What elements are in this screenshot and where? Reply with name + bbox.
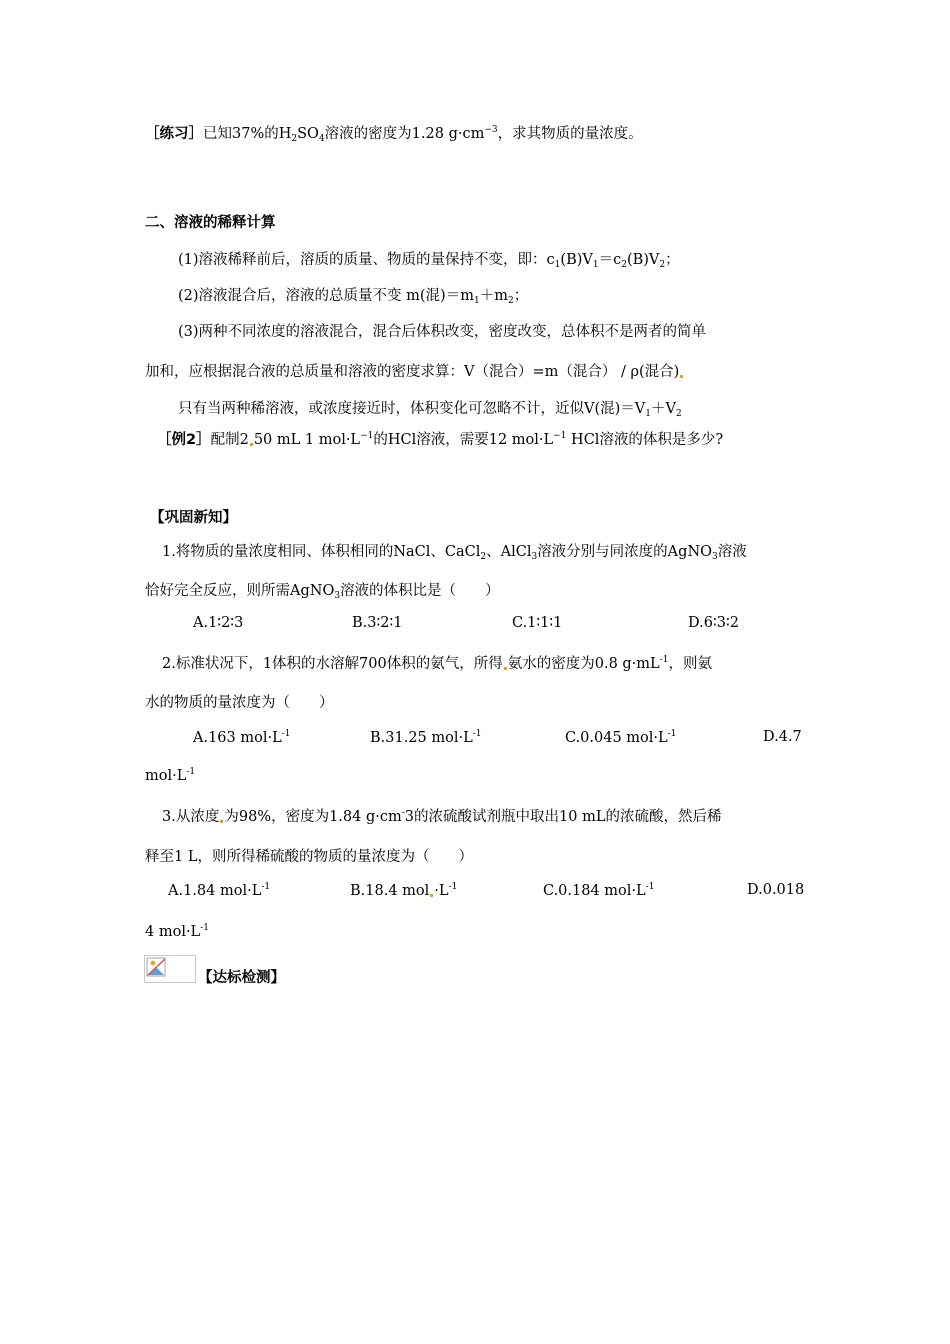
marker-dot [250, 443, 253, 446]
q3-option-b: B.18.4 mol $\cdot L^{-1}$ [350, 882, 458, 899]
q2-option-d: D.4.7 [763, 729, 802, 745]
q1-line-2: 恰好完全反应，则所需AgNO$_3$溶液的体积比是（ ） [145, 583, 500, 601]
marker-dot [680, 375, 683, 378]
example-2: ［例2］配制2 50 mL 1 $mol\cdot L^{-1}$的HCl溶液，需要12 $mol\cdot L^{-1}$ HCl溶液的体积是多少? [157, 431, 724, 448]
section2-point-3a: (3)两种不同浓度的溶液混合，混合后体积改变，密度改变，总体积不是两者的简单 [178, 324, 707, 340]
q3-line-1: 3.从浓度 为98%，密度为1.84 g·cm-3的浓硫酸试剂瓶中取出10 mL的浓硫酸，然后稀 [162, 808, 722, 825]
q1-option-b: B.3∶2∶1 [352, 615, 403, 631]
q3-option-a: A.1.84 $mol\cdot L^{-1}$ [168, 882, 271, 899]
q1-option-a: A.1∶2∶3 [193, 615, 244, 631]
marker-dot [504, 667, 507, 670]
q3-option-c: C.0.184 $mol\cdot L^{-1}$ [543, 882, 655, 899]
q1-line-1: 1.将物质的量浓度相同、体积相同的NaCl、CaCl$_2$、AlCl$_3$溶液分别与同浓度的AgNO$_3$溶液 [162, 544, 747, 562]
q2-line-2: 水的物质的量浓度为（ ） [145, 695, 334, 711]
q2-option-a: A.163 $mol\cdot L^{-1}$ [193, 729, 291, 746]
section2-point-4: 只有当两种稀溶液，或浓度接近时，体积变化可忽略不计，近似V(混)$=V_1+V_2$ [178, 401, 682, 419]
section2-point-1: (1)溶液稀释前后，溶质的质量、物质的量保持不变，即：$c_1(B)V_1=c_2(B)V_2$； [178, 252, 680, 270]
practice-tag: ［练习］ [145, 126, 203, 142]
example-tag: ［例2］ [157, 432, 211, 448]
q1-option-c: C.1∶1∶1 [512, 615, 563, 631]
q3-line-2: 释至1 L，则所得稀硫酸的物质的量浓度为（ ） [145, 849, 473, 865]
q1-option-d: D.6∶3∶2 [688, 615, 739, 631]
section2-point-2: (2)溶液混合后，溶液的总质量不变 m(混)$=m_1+m_2$； [178, 288, 529, 306]
section-heading-consolidate: 【巩固新知】 [150, 510, 237, 526]
q2-line-1: 2.标准状况下，1体积的水溶解700体积的氨气，所得 氨水的密度为0.8 $g\cdot mL^{-1}$，则氨 [162, 655, 712, 672]
marker-dot [220, 820, 223, 823]
q2-option-d-wrap: $mol\cdot L^{-1}$ [145, 767, 196, 784]
section-heading-check: 【达标检测】 [198, 970, 285, 986]
q3-option-d: D.0.018 [747, 882, 805, 898]
marker-dot [430, 894, 433, 897]
q2-option-c: C.0.045 $mol\cdot L^{-1}$ [565, 729, 677, 746]
section2-point-3b: 加和，应根据混合液的总质量和溶液的密度求算：V（混合）=m（混合） / ρ(混合) [145, 360, 684, 381]
q3-option-d-wrap: 4 $mol\cdot L^{-1}$ [145, 923, 209, 940]
practice-line: ［练习］已知37%的$H_2SO_4$溶液的密度为1.28 $g\cdot cm^{-3}$，求其物质的量浓度。 [145, 125, 643, 144]
broken-image-icon [144, 955, 196, 983]
section-heading-dilution: 二、溶液的稀释计算 [145, 215, 276, 231]
q2-option-b: B.31.25 $mol\cdot L^{-1}$ [370, 729, 482, 746]
broken-image-glyph [145, 956, 195, 982]
